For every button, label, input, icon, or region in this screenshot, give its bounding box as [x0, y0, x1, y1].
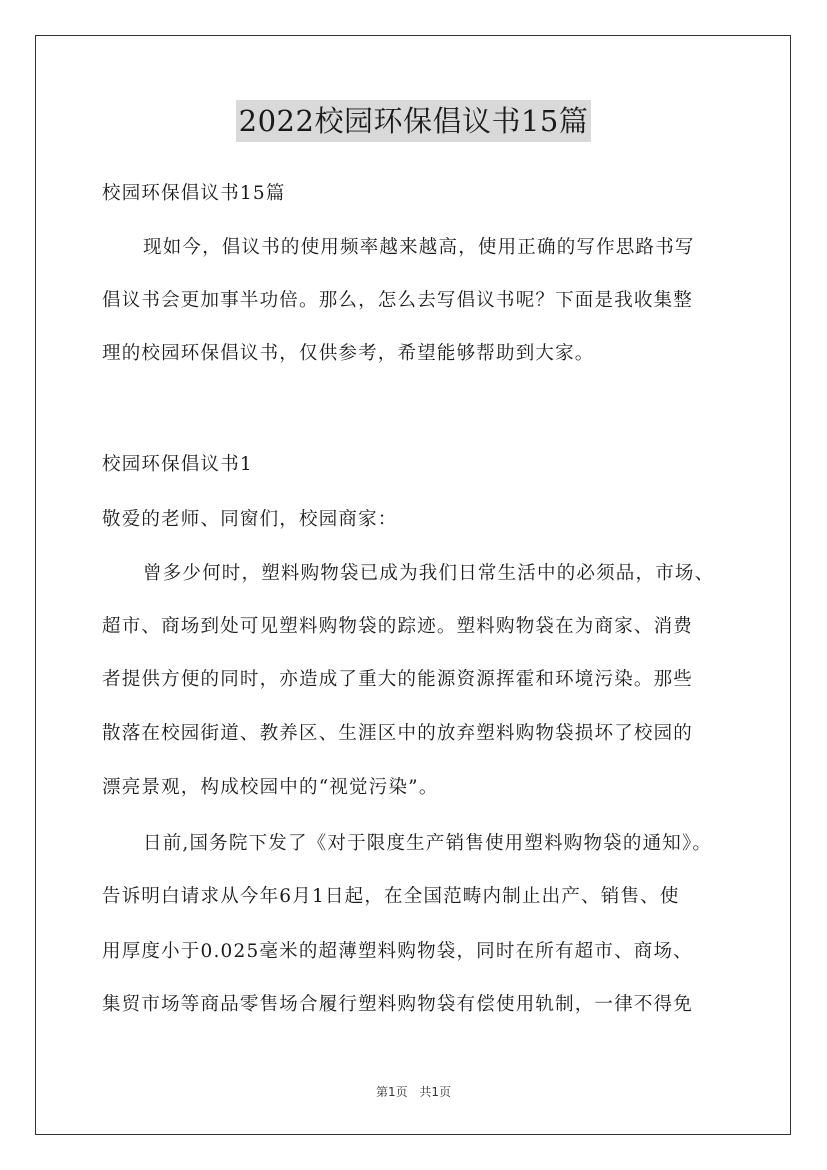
page-footer: [0, 1083, 827, 1100]
document-title-wrap: [0, 100, 827, 142]
document-title: 2022校园环保倡议书15篇: [236, 100, 592, 142]
document-subtitle: 校园环保倡议书15篇: [102, 183, 286, 204]
paragraph-line: 集贸市场等商品零售场合履行塑料购物袋有偿使用轨制，一律不得免: [102, 994, 694, 1015]
paragraph-line: 漂亮景观，构成校园中的“视觉污染”。: [102, 777, 439, 798]
paragraph-line: 者提供方便的同时，亦造成了重大的能源资源挥霍和环境污染。那些: [102, 669, 694, 690]
salutation: 敬爱的老师、同窗们，校园商家：: [102, 509, 398, 530]
paragraph-line: 告诉明白请求从今年6月1日起，在全国范畴内制止出产、销售、使: [102, 886, 680, 907]
paragraph-line: 散落在校园街道、教养区、生涯区中的放弃塑料购物袋损坏了校园的: [102, 723, 694, 744]
paragraph-line: 用厚度小于0.025毫米的超薄塑料购物袋，同时在所有超市、商场、: [102, 941, 693, 962]
intro-line: 现如今，倡议书的使用频率越来越高，使用正确的写作思路书写: [143, 237, 695, 258]
section-heading: 校园环保倡议书1: [102, 454, 253, 475]
intro-line: 倡议书会更加事半功倍。那么，怎么去写倡议书呢？下面是我收集整: [102, 290, 694, 311]
page-total: 共1页: [419, 1085, 452, 1099]
paragraph-line: 超市、商场到处可见塑料购物袋的踪迹。塑料购物袋在为商家、消费: [102, 616, 694, 637]
intro-line: 理的校园环保倡议书，仅供参考，希望能够帮助到大家。: [102, 343, 595, 364]
paragraph-line: 日前,国务院下发了《对于限度生产销售使用塑料购物袋的通知》。: [143, 833, 713, 854]
paragraph-line: 曾多少何时，塑料购物袋已成为我们日常生活中的必须品，市场、: [143, 563, 715, 584]
page-number: 第1页: [375, 1085, 408, 1099]
